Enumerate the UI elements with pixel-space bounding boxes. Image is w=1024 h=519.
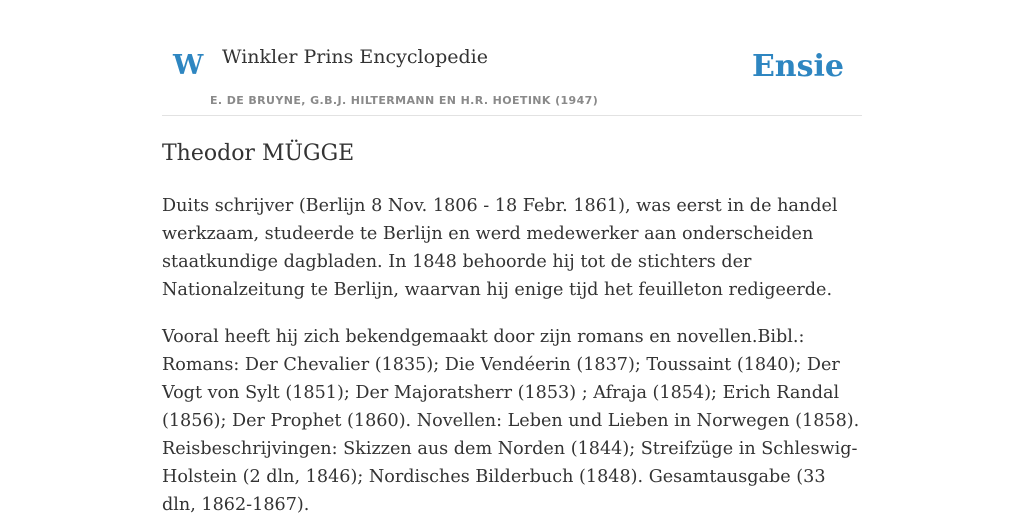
source-title-link[interactable]: Winkler Prins Encyclopedie (222, 46, 488, 68)
ensie-logo[interactable]: Ensie (751, 49, 844, 84)
article-paragraph: Duits schrijver (Berlijn 8 Nov. 1806 - 18 Febr. 1861), was eerst in de handel werkzaam, studeerde te Berlijn en werd medewerker aan onderscheiden staatkundige dagbladen. In 1848 behoorde hij tot de stichters der Nationalzeitung te Berlijn, waarvan hij enige tijd het feuilleton redigeerde. (162, 196, 838, 300)
page-container (162, 0, 862, 515)
winkler-prins-logo[interactable]: W (173, 50, 204, 81)
article-title: Theodor MÜGGE (162, 141, 355, 166)
source-authors: E. DE BRUYNE, G.B.J. HILTERMANN EN H.R. HOETINK (1947) (210, 94, 599, 107)
article-paragraph: Vooral heeft hij zich bekendgemaakt door zijn romans en novellen.Bibl.: Romans: Der Chevalier (1835); Die Vendéerin (1837); Toussaint (1840); Der Vogt von Sylt (1851); Der Majoratsherr (1853) ; Afraja (1854); Erich Randal (1856); Der Prophet (1860). Novellen: Leben und Lieben in Norwegen (1858). Reisbeschrijvingen: Skizzen aus dem Norden (1844); Streifzüge in Schleswig-Holstein (2 dln, 1846); Nordisches Bilderbuch (1848). Gesamtausgabe (33 dln, 1862-1867). (162, 327, 860, 515)
source-header (162, 0, 862, 116)
